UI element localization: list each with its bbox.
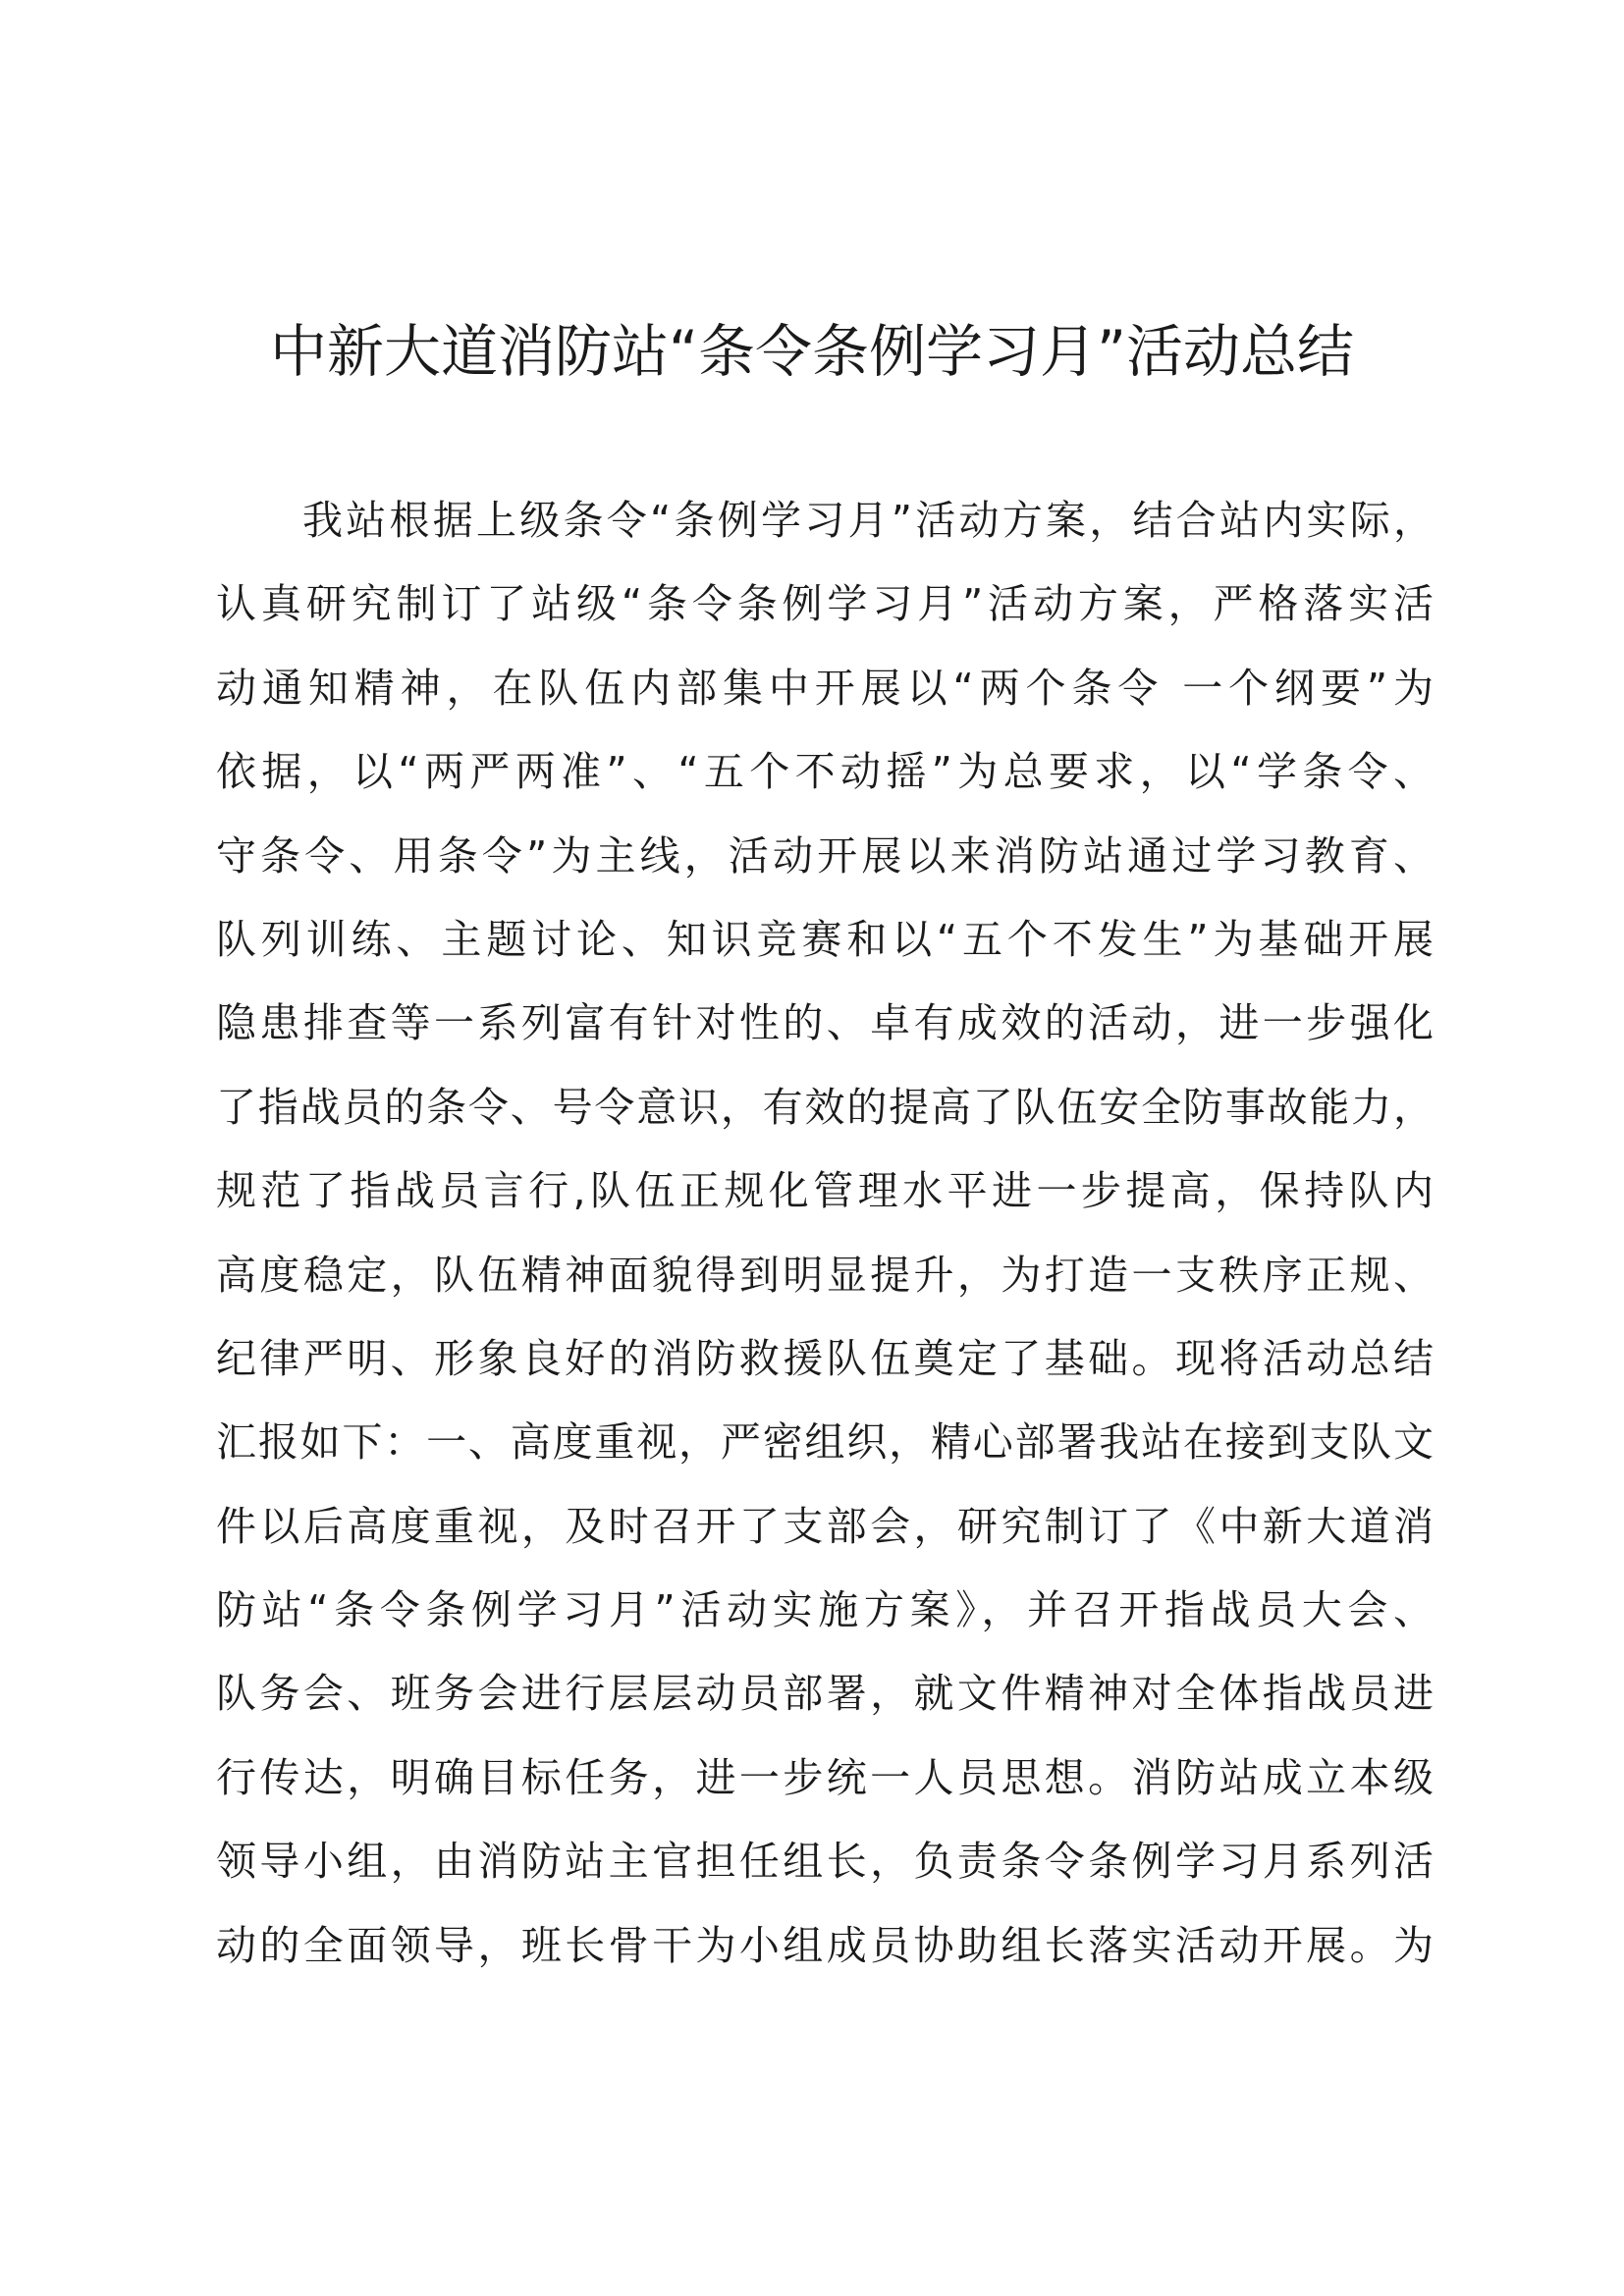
- body-line: 纪律严明、形象良好的消防救援队伍奠定了基础。现将活动总结: [216, 1334, 1434, 1382]
- body-line: 领导小组，由消防站主官担任组长，负责条令条例学习月系列活: [216, 1838, 1434, 1886]
- document-body: [216, 479, 1434, 1988]
- body-line: 隐患排查等一系列富有针对性的、卓有成效的活动，进一步强化: [216, 999, 1434, 1047]
- body-line: 队列训练、主题讨论、知识竞赛和以“五个不发生”为基础开展: [216, 915, 1434, 963]
- document-title: 中新大道消防站“条令条例学习月”活动总结: [269, 318, 1355, 385]
- body-line: 动通知精神，在队伍内部集中开展以“两个条令 一个纲要”为: [216, 664, 1434, 712]
- body-line: 高度稳定，队伍精神面貌得到明显提升，为打造一支秩序正规、: [216, 1251, 1434, 1299]
- body-line: 件以后高度重视，及时召开了支部会，研究制订了《中新大道消: [216, 1502, 1434, 1550]
- body-line: 行传达，明确目标任务，进一步统一人员思想。消防站成立本级: [216, 1753, 1434, 1801]
- body-line: 认真研究制订了站级“条令条例学习月”活动方案，严格落实活: [216, 580, 1434, 628]
- body-line: 汇报如下：一、高度重视，严密组织，精心部署我站在接到支队文: [216, 1418, 1434, 1467]
- body-line: 依据，以“两严两准”、“五个不动摇”为总要求，以“学条令、: [216, 748, 1434, 796]
- body-line: 守条令、用条令”为主线，活动开展以来消防站通过学习教育、: [216, 831, 1434, 880]
- body-line: 了指战员的条令、号令意识，有效的提高了队伍安全防事故能力，: [216, 1083, 1434, 1131]
- body-line: 我站根据上级条令“条例学习月”活动方案，结合站内实际，: [302, 497, 1434, 544]
- body-line: 动的全面领导，班长骨干为小组成员协助组长落实活动开展。为: [216, 1921, 1434, 1969]
- body-line: 规范了指战员言行,队伍正规化管理水平进一步提高，保持队内: [216, 1167, 1434, 1215]
- body-line: 防站“条令条例学习月”活动实施方案》，并召开指战员大会、: [216, 1586, 1434, 1634]
- body-line: 队务会、班务会进行层层动员部署，就文件精神对全体指战员进: [216, 1670, 1434, 1718]
